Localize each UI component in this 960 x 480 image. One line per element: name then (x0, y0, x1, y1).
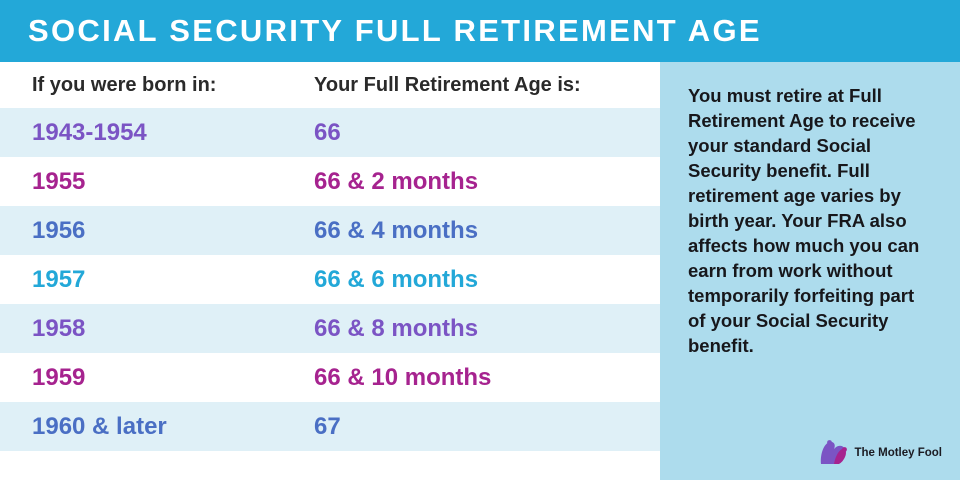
table-row (0, 206, 660, 255)
logo-text: The Motley Fool (854, 447, 942, 459)
cell-birth-year: 1959 (32, 363, 86, 391)
cell-birth-year: 1957 (32, 265, 86, 293)
cell-birth-year: 1943-1954 (32, 118, 147, 146)
table-row (0, 255, 660, 304)
table-row (0, 353, 660, 402)
logo (818, 440, 942, 466)
cell-birth-year: 1960 & later (32, 412, 167, 440)
table-row (0, 402, 660, 451)
cell-fra: 66 (314, 118, 341, 146)
cell-fra: 66 & 2 months (314, 167, 479, 195)
cell-birth-year: 1956 (32, 216, 86, 244)
table-row (0, 108, 660, 157)
retirement-age-table (0, 62, 660, 480)
cell-birth-year: 1955 (32, 167, 86, 195)
explanation-text: You must retire at Full Retirement Age to receive your standard Social Security benefit. Full retirement age varies by birth year. Your FRA also affects how much you can earn from work without temporarily forfeiting part of your Social Security benefit. (688, 85, 920, 356)
header-bar (0, 0, 960, 62)
table-row (0, 157, 660, 206)
column-header-fra: Your Full Retirement Age is: (314, 73, 581, 96)
cell-fra: 66 & 6 months (314, 265, 479, 293)
cell-birth-year: 1958 (32, 314, 86, 342)
cell-fra: 66 & 8 months (314, 314, 479, 342)
cell-fra: 66 & 10 months (314, 363, 492, 391)
column-header-birth-year: If you were born in: (32, 73, 217, 96)
cell-fra: 66 & 4 months (314, 216, 479, 244)
jester-hat-icon (818, 440, 848, 466)
cell-fra: 67 (314, 412, 341, 440)
explanation-panel (660, 62, 960, 480)
table-row (0, 304, 660, 353)
page-title: SOCIAL SECURITY FULL RETIREMENT AGE (28, 13, 762, 48)
table-header-row (0, 62, 660, 108)
